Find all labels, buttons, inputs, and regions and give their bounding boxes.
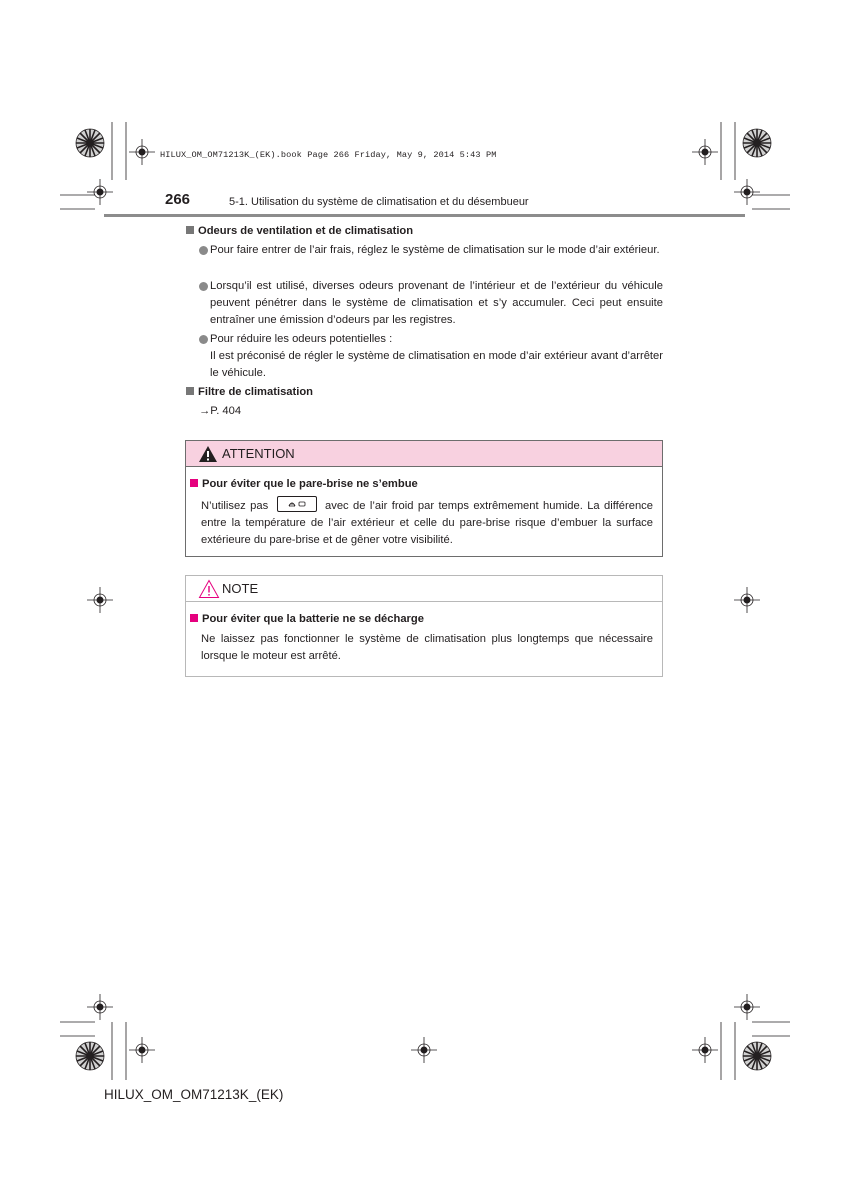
page-number: 266 [165, 191, 191, 208]
square-bullet-icon [186, 226, 194, 234]
bullet-text: Pour faire entrer de l’air frais, réglez le système de climatisation sur le mode d’air extérieur. [210, 244, 660, 256]
pink-square-bullet-icon [190, 614, 198, 622]
bullet-detail-text: Il est préconisé de régler le système de climatisation en mode d’air extérieur avant d’arrêter le véhicule. [210, 350, 663, 379]
attention-text-start: N’utilisez pas [201, 500, 269, 512]
circle-bullet-icon [199, 282, 208, 291]
print-info-line: HILUX_OM_OM71213K_(EK).book Page 266 Friday, May 9, 2014 5:43 PM [160, 150, 497, 160]
note-body: Ne laissez pas fonctionner le système de climatisation plus longtemps que nécessaire lorsque le moteur est arrêté. [201, 633, 653, 662]
header-rule [104, 214, 745, 217]
section-title: 5-1. Utilisation du système de climatisation et du désembueur [229, 196, 529, 208]
pink-square-bullet-icon [190, 479, 198, 487]
note-label: NOTE [222, 581, 259, 596]
note-header [186, 576, 662, 602]
attention-subheading [190, 478, 418, 490]
list-item [199, 242, 663, 259]
footer-doc-code: HILUX_OM_OM71213K_(EK) [104, 1087, 284, 1102]
warning-triangle-icon [198, 445, 218, 463]
heading-text: Filtre de climatisation [198, 386, 314, 398]
subheading-text: Pour éviter que la batterie ne se décharge [202, 613, 424, 625]
square-bullet-icon [186, 387, 194, 395]
note-subheading [190, 613, 424, 625]
section-heading-odeurs [186, 225, 413, 237]
list-item [199, 331, 663, 382]
note-box [185, 575, 663, 677]
windshield-defogger-button-icon [277, 496, 317, 512]
bullet-text: Lorsqu’il est utilisé, diverses odeurs provenant de l’intérieur et de l’extérieur du véhicule peuvent pénétrer dans le système de climatisation et s’y accumuler. Ceci peut ensuite entraîner une émission d’odeurs par les registres. [210, 280, 663, 326]
attention-header [186, 441, 662, 467]
caution-triangle-icon [198, 579, 220, 599]
heading-text: Odeurs de ventilation et de climatisation [198, 225, 414, 237]
subheading-text: Pour éviter que le pare-brise ne s’embue [202, 478, 418, 490]
page-reference-link[interactable]: →P. 404 [199, 405, 242, 417]
attention-box [185, 440, 663, 557]
list-item [199, 278, 663, 329]
circle-bullet-icon [199, 335, 208, 344]
circle-bullet-icon [199, 246, 208, 255]
attention-text-end: avec de l’air froid par temps extrêmement humide. La différence entre la température de l’air extérieur et celle du pare-brise risque d’embuer la surface extérieure du pare-brise et de gêner votre visibilité. [201, 500, 653, 546]
bullet-text: Pour réduire les odeurs potentielles : [210, 333, 393, 345]
attention-label: ATTENTION [222, 446, 295, 461]
section-heading-filtre [186, 386, 313, 398]
attention-body [201, 496, 653, 549]
